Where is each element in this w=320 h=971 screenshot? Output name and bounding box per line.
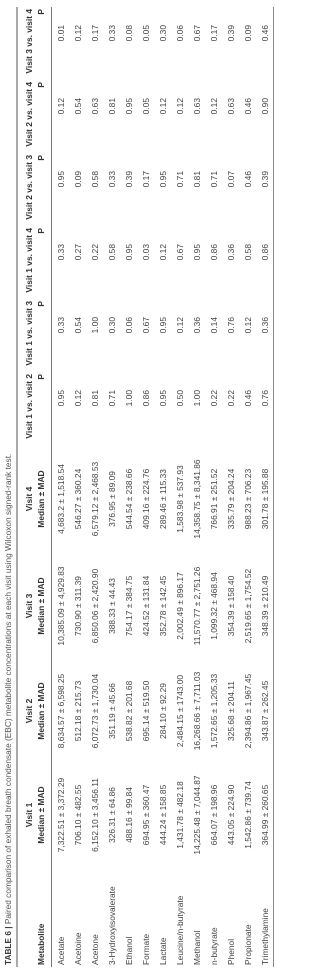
visit3-cell: 2,002.49 ± 896.17	[174, 572, 185, 640]
visit3-cell: 2,519.65 ± 1,754.52	[242, 568, 253, 644]
p-v1-v2-cell: 0.22	[208, 390, 219, 407]
header-comparison: Visit 1 vs. visit 2	[17, 372, 35, 445]
p-v2-v4-cell: 0.12	[55, 98, 66, 115]
p-v2-v3-cell: 0.39	[123, 171, 134, 188]
table-row	[171, 7, 188, 967]
header-median: Median ± MAD	[35, 553, 52, 659]
visit4-cell: 546.27 ± 360.24	[72, 468, 83, 530]
p-v1-v4-cell: 0.58	[242, 244, 253, 261]
p-v1-v3-cell: 0.67	[140, 317, 151, 334]
metabolite-cell: Ethanol	[123, 936, 134, 965]
p-v1-v2-cell: 0.22	[225, 390, 236, 407]
visit3-cell: 11,570.77 ± 2,751.26	[191, 566, 202, 646]
table-body	[52, 7, 274, 967]
metabolite-cell: Propionate	[242, 924, 253, 965]
visit4-cell: 544.54 ± 238.66	[123, 468, 134, 530]
visit4-cell: 4,683.2 ± 1,518.54	[55, 464, 66, 534]
header-comparison: Visit 1 vs. visit 4	[17, 226, 35, 299]
p-v1-v3-cell: 0.30	[106, 317, 117, 334]
p-v3-v4-cell: 0.17	[89, 25, 100, 42]
header-p: P	[35, 372, 52, 445]
p-v1-v2-cell: 0.81	[89, 390, 100, 407]
p-v2-v4-cell: 0.05	[140, 98, 151, 115]
visit4-cell: 289.46 ± 115.33	[157, 469, 168, 529]
p-v2-v3-cell: 0.95	[157, 171, 168, 188]
header-visit: Visit 1	[17, 763, 35, 867]
p-v2-v4-cell: 0.95	[123, 98, 134, 115]
visit1-cell: 7,322.51 ± 3,372.29	[55, 777, 66, 853]
visit1-cell: 443.05 ± 224.90	[225, 784, 236, 846]
visit4-cell: 988.23 ± 706.23	[242, 468, 253, 530]
p-v1-v3-cell: 0.95	[157, 317, 168, 334]
p-v1-v3-cell: 0.54	[72, 317, 83, 334]
visit3-cell: 730.90 ± 311.39	[72, 576, 83, 636]
p-v1-v4-cell: 0.12	[157, 244, 168, 261]
header-visit: Visit 2	[17, 659, 35, 763]
table-row	[120, 7, 137, 967]
visit1-cell: 364.99 ± 260.65	[256, 763, 274, 867]
p-v1-v4-cell: 0.86	[208, 244, 219, 261]
visit2-cell: 2,484.15 ± 1743.00	[174, 674, 185, 748]
header-p: P	[35, 80, 52, 153]
visit3-cell: 1,099.32 ± 468.94	[208, 572, 219, 640]
p-v1-v4-cell: 0.86	[256, 226, 274, 299]
header-median: Median ± MAD	[35, 763, 52, 867]
p-v1-v3-cell: 0.06	[123, 317, 134, 334]
p-v2-v4-cell: 0.63	[225, 98, 236, 115]
p-v2-v3-cell: 0.95	[55, 171, 66, 188]
visit2-cell: 8,634.57 ± 6,598.25	[55, 673, 66, 749]
p-v2-v4-cell: 0.12	[174, 98, 185, 115]
table-row	[205, 7, 222, 967]
p-v1-v4-cell: 0.95	[123, 244, 134, 261]
p-v2-v3-cell: 0.07	[225, 171, 236, 188]
header-comparison: Visit 3 vs. visit 4	[17, 7, 35, 80]
header-visit: Visit 3	[17, 553, 35, 659]
table-row	[103, 7, 120, 967]
p-v1-v4-cell: 0.03	[140, 244, 151, 261]
p-v1-v3-cell: 0.36	[191, 317, 202, 334]
visit3-cell: 10,385.09 ± 4,929.83	[55, 566, 66, 646]
metabolite-cell: Acetone	[89, 934, 100, 965]
visit2-cell: 538.82 ± 201.68	[123, 680, 134, 742]
p-v1-v3-cell: 0.12	[174, 317, 185, 334]
visit3-cell: 754.17 ± 384.75	[123, 575, 134, 637]
p-v2-v3-cell: 0.09	[72, 171, 83, 188]
visit1-cell: 326.31 ± 64.86	[106, 787, 117, 843]
caption-text: Paired comparison of exhaled breath condensate (EBC) metabolite concentrations at each visit using Wilcoxon signed-rank test.	[3, 453, 13, 927]
visit1-cell: 664.07 ± 198.96	[208, 784, 219, 846]
header-p: P	[35, 7, 52, 80]
p-v1-v3-cell: 0.12	[242, 317, 253, 334]
p-v3-v4-cell: 0.17	[208, 25, 219, 42]
p-v2-v4-cell: 0.46	[242, 98, 253, 115]
p-v3-v4-cell: 0.08	[123, 25, 134, 42]
metabolite-cell: n-butyrate	[208, 927, 219, 965]
table-row	[239, 7, 256, 967]
table-row	[222, 7, 239, 967]
header-p: P	[35, 153, 52, 226]
header-p: P	[35, 226, 52, 299]
visit2-cell: 284.10 ± 92.29	[157, 683, 168, 739]
visit2-cell: 351.19 ± 45.66	[106, 683, 117, 739]
p-v1-v2-cell: 0.12	[72, 390, 83, 407]
visit3-cell: 424.52 ± 131.84	[140, 575, 151, 637]
visit2-cell: 6,072.73 ± 1,730.04	[89, 673, 100, 749]
visit4-cell: 6,579.12 ± 2,468.53	[89, 461, 100, 537]
p-v2-v3-cell: 0.39	[256, 153, 274, 226]
p-v1-v2-cell: 1.00	[123, 390, 134, 407]
p-v2-v4-cell: 0.12	[157, 98, 168, 115]
p-v2-v4-cell: 0.12	[208, 98, 219, 115]
p-v2-v4-cell: 0.90	[256, 80, 274, 153]
p-v1-v4-cell: 0.67	[174, 244, 185, 261]
visit1-cell: 488.16 ± 99.84	[123, 787, 134, 843]
p-v1-v2-cell: 0.76	[256, 372, 274, 445]
p-v3-v4-cell: 0.01	[55, 25, 66, 42]
p-v1-v3-cell: 0.76	[225, 317, 236, 334]
p-v1-v4-cell: 0.27	[72, 244, 83, 261]
metabolite-cell: Methanol	[191, 930, 202, 965]
p-v2-v4-cell: 0.54	[72, 98, 83, 115]
visit4-cell: 335.79 ± 204.24	[225, 468, 236, 530]
header-median: Median ± MAD	[35, 659, 52, 763]
p-v3-v4-cell: 0.09	[242, 25, 253, 42]
visit3-cell: 354.39 ± 158.40	[225, 575, 236, 637]
table-row	[137, 7, 154, 967]
p-v2-v4-cell: 0.63	[89, 98, 100, 115]
p-v3-v4-cell: 0.30	[157, 25, 168, 42]
header-comparison: Visit 2 vs. visit 4	[17, 80, 35, 153]
p-v2-v4-cell: 0.63	[191, 98, 202, 115]
p-v1-v3-cell: 0.14	[208, 317, 219, 334]
table-row	[154, 7, 171, 967]
p-v1-v2-cell: 0.71	[106, 390, 117, 407]
p-v2-v4-cell: 0.81	[106, 98, 117, 115]
p-v2-v3-cell: 0.71	[174, 171, 185, 188]
p-v1-v2-cell: 0.46	[242, 390, 253, 407]
metabolite-cell: Acetate	[55, 936, 66, 965]
visit2-cell: 16,268.66 ± 7,711.03	[191, 671, 202, 751]
visit4-cell: 301.78 ± 195.88	[256, 445, 274, 553]
visit4-cell: 766.91 ± 251.52	[208, 468, 219, 530]
visit3-cell: 388.33 ± 44.43	[106, 578, 117, 634]
table-caption	[3, 454, 13, 965]
p-v3-v4-cell: 0.12	[72, 25, 83, 42]
p-v3-v4-cell: 0.05	[140, 25, 151, 42]
p-v2-v3-cell: 0.58	[89, 171, 100, 188]
visit2-cell: 2,394.86 ± 1,967.45	[242, 673, 253, 749]
metabolite-cell: Acetoine	[72, 932, 83, 965]
metabolite-table	[16, 7, 274, 967]
header-visit: Visit 4	[17, 445, 35, 553]
p-v1-v4-cell: 0.95	[191, 244, 202, 261]
visit2-cell: 695.14 ± 519.50	[140, 680, 151, 742]
p-v1-v4-cell: 0.33	[55, 244, 66, 261]
p-v2-v3-cell: 0.81	[191, 171, 202, 188]
p-v1-v3-cell: 0.33	[55, 317, 66, 334]
p-v1-v2-cell: 0.95	[157, 390, 168, 407]
metabolite-cell: Lactate	[157, 937, 168, 965]
visit1-cell: 444.24 ± 158.85	[157, 784, 168, 846]
p-v3-v4-cell: 0.67	[191, 25, 202, 42]
header-p: P	[35, 299, 52, 372]
p-v1-v4-cell: 0.58	[106, 244, 117, 261]
table-row	[188, 7, 205, 967]
metabolite-cell: Formate	[140, 933, 151, 965]
p-v3-v4-cell: 0.39	[225, 25, 236, 42]
visit2-cell: 343.87 ± 262.45	[256, 659, 274, 763]
visit1-cell: 14,225.48 ± 7,044.87	[191, 775, 202, 855]
p-v2-v3-cell: 0.17	[140, 171, 151, 188]
visit1-cell: 6,152.10 ± 3,456.11	[89, 778, 100, 852]
metabolite-cell: Trimethylamine	[256, 867, 274, 967]
p-v1-v2-cell: 1.00	[191, 390, 202, 407]
metabolite-cell: Leucine/n-butyrate	[174, 895, 185, 965]
visit3-cell: 348.39 ± 210.49	[256, 553, 274, 659]
p-v2-v3-cell: 0.33	[106, 171, 117, 188]
p-v3-v4-cell: 0.46	[256, 7, 274, 80]
header-comparison: Visit 2 vs. visit 3	[17, 153, 35, 226]
p-v3-v4-cell: 0.33	[106, 25, 117, 42]
caption-label: TABLE 6 |	[3, 926, 13, 965]
visit4-cell: 14,358.75 ± 8,341.86	[191, 459, 202, 539]
visit3-cell: 6,850.06 ± 2,420.90	[89, 568, 100, 644]
p-v1-v3-cell: 0.36	[256, 299, 274, 372]
visit2-cell: 325.68 ± 204.11	[225, 681, 236, 741]
visit1-cell: 706.10 ± 482.55	[72, 784, 83, 846]
header-comparison: Visit 1 vs. visit 3	[17, 299, 35, 372]
visit1-cell: 1,431.78 ± 482.18	[174, 781, 185, 849]
visit1-cell: 694.95 ± 360.47	[140, 784, 151, 846]
table-row	[69, 7, 86, 967]
header-median: Median ± MAD	[35, 445, 52, 553]
p-v1-v2-cell: 0.95	[55, 390, 66, 407]
header-metabolite: Metabolite	[35, 867, 52, 967]
p-v2-v3-cell: 0.46	[242, 171, 253, 188]
visit1-cell: 1,542.86 ± 739.74	[242, 781, 253, 849]
p-v1-v4-cell: 0.36	[225, 244, 236, 261]
table-row	[86, 7, 103, 967]
visit4-cell: 376.95 ± 89.09	[106, 471, 117, 527]
visit4-cell: 409.16 ± 224.76	[140, 468, 151, 530]
visit3-cell: 352.78 ± 142.45	[157, 575, 168, 637]
table-row	[52, 7, 70, 967]
p-v1-v4-cell: 0.22	[89, 244, 100, 261]
p-v1-v3-cell: 1.00	[89, 317, 100, 334]
p-v3-v4-cell: 0.06	[174, 25, 185, 42]
visit4-cell: 1,583.98 ± 537.93	[174, 465, 185, 533]
metabolite-cell: 3-Hydroxyisovalerate	[106, 886, 117, 965]
visit2-cell: 1,572.65 ± 1,205.33	[208, 673, 219, 749]
table-row	[256, 7, 274, 967]
p-v1-v2-cell: 0.86	[140, 390, 151, 407]
p-v2-v3-cell: 0.71	[208, 171, 219, 188]
visit2-cell: 512.18 ± 215.73	[72, 680, 83, 742]
p-v1-v2-cell: 0.50	[174, 390, 185, 407]
metabolite-cell: Phenol	[225, 938, 236, 965]
